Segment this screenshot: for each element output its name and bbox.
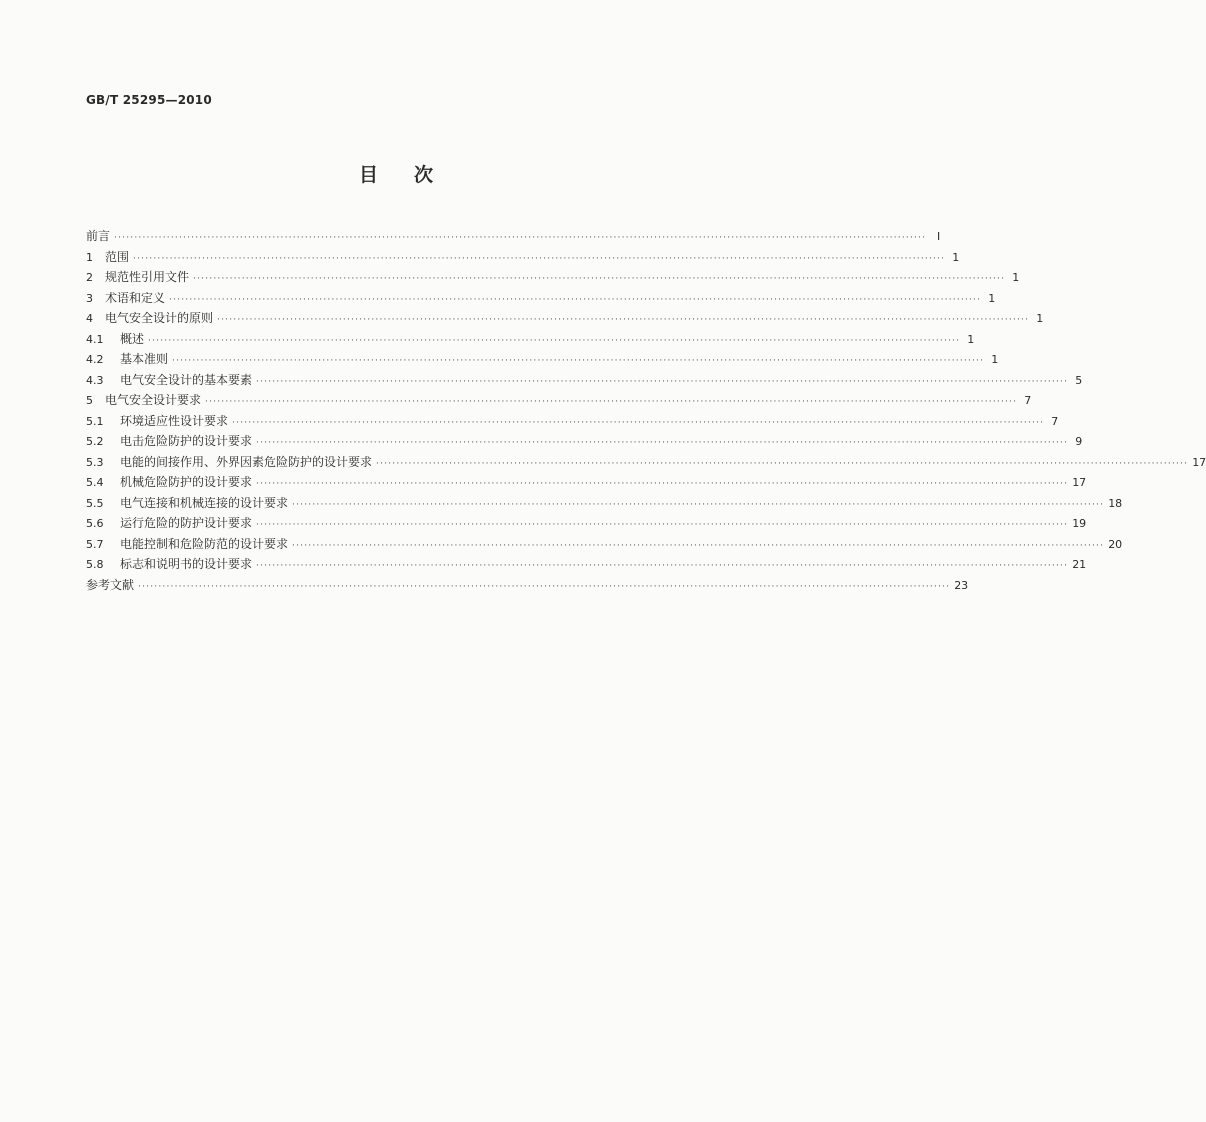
toc-entry-number: 5.5 [86, 496, 104, 510]
toc-entry-label: 电气连接和机械连接的设计要求 [120, 495, 289, 510]
toc-entry-label: 电能控制和危险防范的设计要求 [120, 536, 289, 551]
toc-entry[interactable] [86, 514, 1087, 535]
toc-entry-label: 术语和定义 [105, 290, 166, 305]
toc-entry-page: 1 [967, 332, 975, 346]
dot-leader: ········································································································································································································ [172, 356, 985, 366]
toc-entry[interactable] [86, 227, 941, 248]
toc-entry-label: 电气安全设计的基本要素 [120, 372, 253, 387]
dot-leader: ········································································································································································································ [133, 253, 946, 264]
toc-entry-label: 电气安全设计要求 [105, 393, 202, 407]
dot-leader: ········································································································································································································ [169, 294, 982, 305]
toc-entry[interactable] [86, 535, 1123, 556]
page-title: 目次 [358, 164, 469, 186]
dot-leader: ········································································································································································································ [148, 335, 961, 346]
dot-leader: ········································································································································································································ [256, 438, 1069, 448]
dot-leader: ········································································································································································································ [256, 376, 1069, 387]
toc-entry-number: 4.3 [86, 373, 104, 387]
dot-leader: ········································································································································································································ [232, 417, 1045, 428]
toc-entry[interactable] [86, 309, 1044, 330]
dot-leader: ········································································································································································································ [292, 540, 1105, 551]
toc-entry-label: 标志和说明书的设计要求 [120, 557, 253, 571]
toc-entry-page: 17 [1192, 455, 1206, 469]
toc-entry-number: 5.6 [86, 517, 104, 530]
toc-entry-label: 概述 [120, 331, 145, 346]
toc-entry-number: 5.4 [86, 476, 104, 489]
toc-entry-page: 1 [952, 250, 960, 264]
dot-leader: ········································································································································································································ [256, 479, 1069, 489]
toc-entry-label: 机械危险防护的设计要求 [120, 475, 253, 489]
toc-entry[interactable] [86, 268, 1020, 289]
toc-entry-page: 5 [1075, 373, 1083, 387]
toc-entry-page: 9 [1075, 435, 1083, 448]
toc-entry-page: 17 [1072, 476, 1087, 489]
toc-entry-number: 2 [86, 271, 93, 284]
toc-entry-page: I [936, 230, 941, 243]
toc-entry-number: 5.1 [86, 414, 104, 428]
toc-entry-page: 18 [1108, 496, 1123, 510]
toc-entry-label: 参考文献 [86, 577, 135, 592]
toc-entry-number: 1 [86, 250, 93, 264]
toc-entry-page: 20 [1108, 537, 1123, 551]
toc-entry-label: 电气安全设计的原则 [105, 311, 214, 325]
toc-entry[interactable] [86, 432, 1083, 453]
toc-entry[interactable] [86, 412, 1059, 433]
toc-entry-page: 1 [991, 353, 999, 366]
toc-entry-label: 规范性引用文件 [105, 270, 190, 284]
toc-entry[interactable] [86, 371, 1083, 392]
standard-code: GB/T 25295—2010 [86, 93, 212, 107]
toc-entry[interactable] [86, 453, 1206, 474]
toc-entry[interactable] [86, 248, 960, 269]
toc-entry-label: 基本准则 [120, 352, 169, 366]
toc-entry-number: 4 [86, 312, 93, 325]
toc-entry-page: 21 [1072, 558, 1087, 571]
toc-entry-page: 7 [1024, 394, 1032, 407]
toc-entry[interactable] [86, 494, 1123, 515]
toc-entry-page: 19 [1072, 517, 1087, 530]
toc-entry-label: 运行危险的防护设计要求 [120, 516, 253, 530]
toc-entry[interactable] [86, 289, 996, 310]
toc-entry-page: 23 [954, 578, 969, 592]
toc-entry[interactable] [86, 473, 1087, 494]
toc-entry-number: 4.2 [86, 353, 104, 366]
dot-leader: ········································································································································································································ [114, 233, 927, 243]
toc-entry-label: 电击危险防护的设计要求 [120, 434, 253, 448]
dot-leader: ········································································································································································································ [292, 499, 1105, 510]
toc-entry-label: 电能的间接作用、外界因素危险防护的设计要求 [120, 454, 373, 469]
dot-leader: ········································································································································································································ [256, 520, 1069, 530]
dot-leader: ········································································································································································································ [217, 315, 1030, 325]
toc-entry[interactable] [86, 391, 1032, 412]
toc-entry[interactable] [86, 350, 999, 371]
toc-entry-number: 5.8 [86, 558, 104, 571]
toc-entry[interactable] [86, 330, 975, 351]
dot-leader: ········································································································································································································ [138, 581, 951, 592]
dot-leader: ········································································································································································································ [256, 561, 1069, 571]
toc-entry-number: 4.1 [86, 332, 104, 346]
toc-entry-number: 5.7 [86, 537, 104, 551]
toc-entry-number: 3 [86, 291, 93, 305]
toc-entry-number: 5.3 [86, 455, 104, 469]
toc-entry-label: 前言 [86, 229, 111, 243]
toc-entry[interactable] [86, 576, 969, 597]
dot-leader: ········································································································································································································ [376, 458, 1189, 469]
toc-entry-page: 1 [1036, 312, 1044, 325]
toc-entry-number: 5.2 [86, 435, 104, 448]
toc-entry-page: 1 [1012, 271, 1020, 284]
dot-leader: ········································································································································································································ [205, 397, 1018, 407]
toc-entry-label: 范围 [105, 249, 130, 264]
toc-entry-page: 1 [988, 291, 996, 305]
toc-entry-label: 环境适应性设计要求 [120, 413, 229, 428]
toc-entry-number: 5 [86, 394, 93, 407]
dot-leader: ········································································································································································································ [193, 274, 1006, 284]
table-of-contents [86, 227, 1206, 596]
toc-entry-page: 7 [1051, 414, 1059, 428]
toc-entry[interactable] [86, 555, 1087, 576]
